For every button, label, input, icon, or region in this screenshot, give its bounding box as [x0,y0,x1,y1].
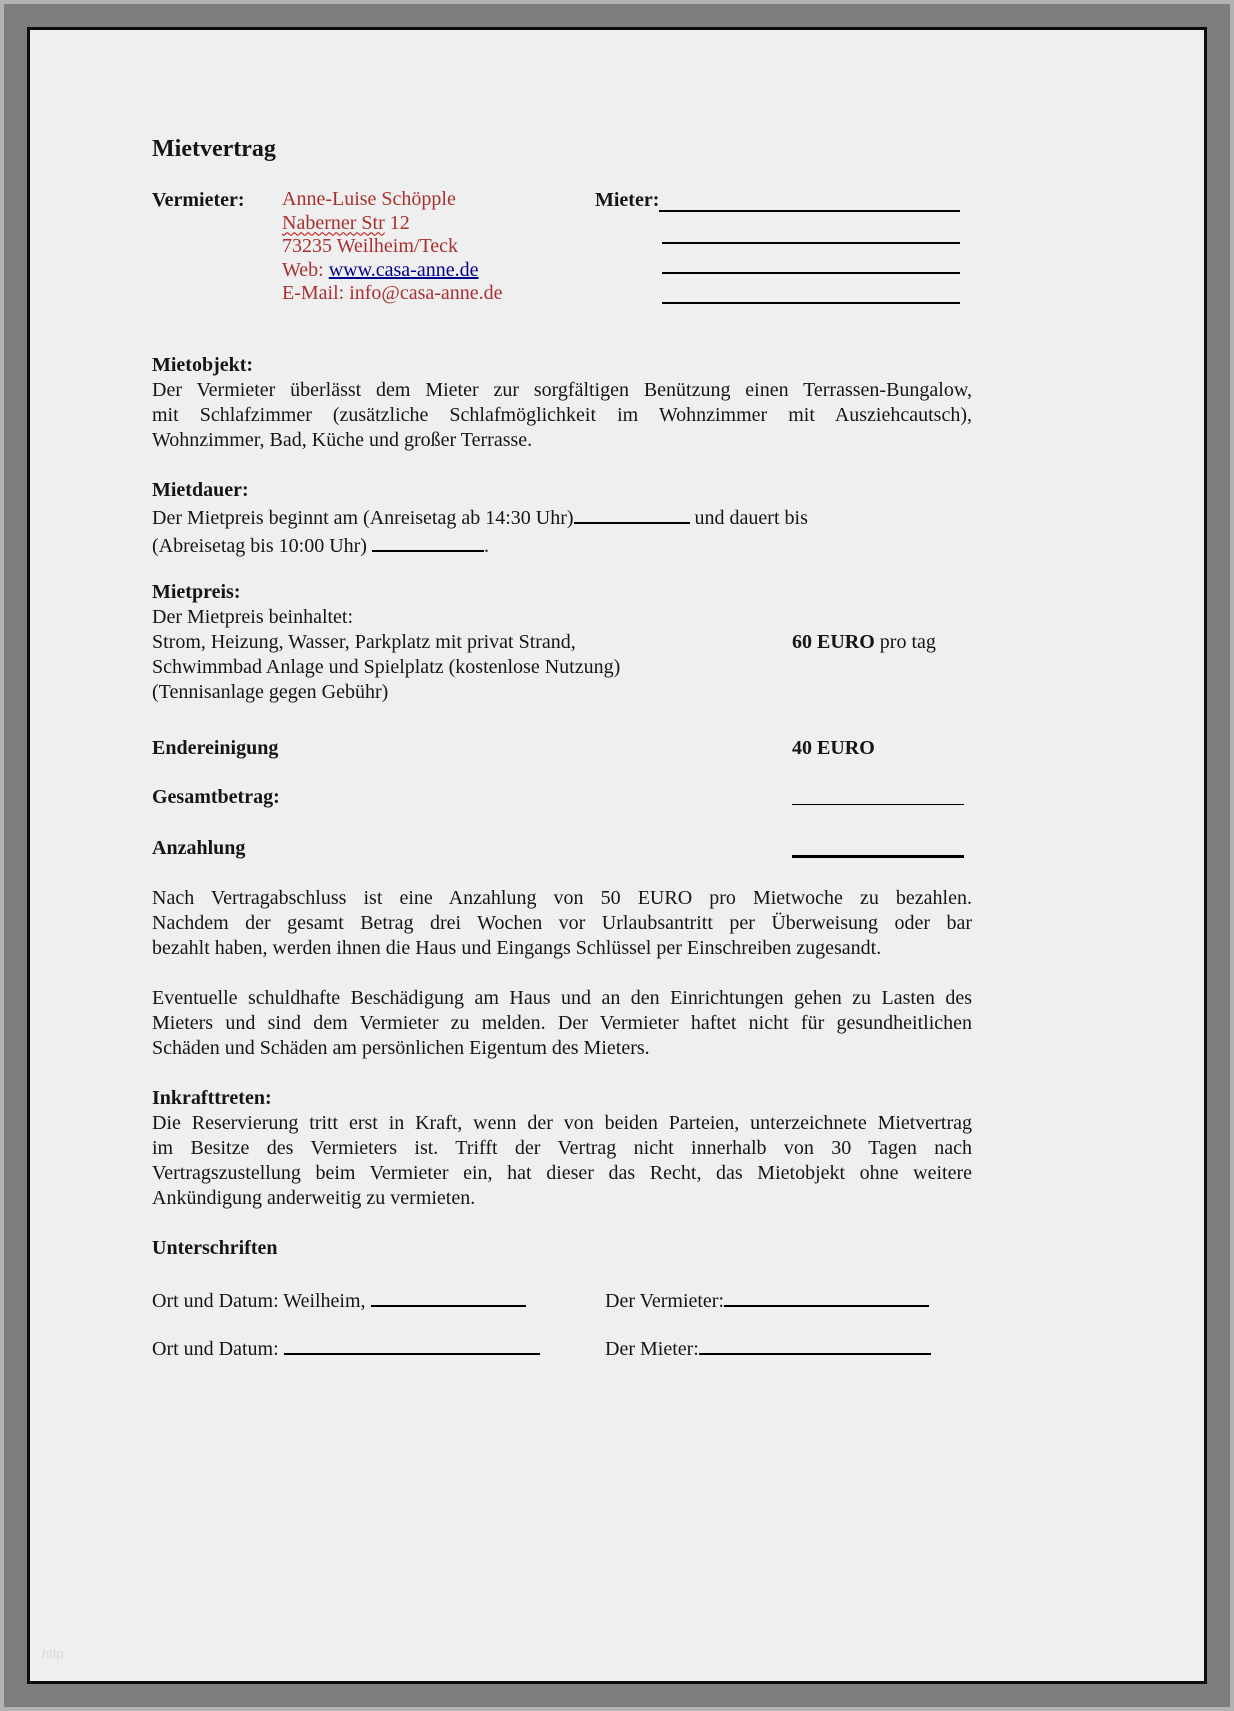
contract-content [152,30,972,1360]
price-per-day-value: 60 EURO [792,631,875,653]
ort-datum-vermieter-label: Ort und Datum: Weilheim, [152,1290,366,1312]
mietdauer-text: (Abreisetag bis 10:00 Uhr) [152,535,367,557]
vermieter-label: Vermieter: [152,189,245,211]
email-label: E-Mail: [282,282,345,304]
section-inkrafttreten [152,1086,972,1211]
price-per-day-unit: pro tag [879,631,936,653]
anreisetag-blank [574,503,690,524]
mietobjekt-heading: Mietobjekt: [152,354,254,376]
mietpreis-item3: (Tennisanlage gegen Gebühr) [152,681,389,703]
vermieter-street [282,212,595,236]
signature-row-2 [152,1334,972,1360]
parties-block [152,188,972,308]
web-label: Web: [282,258,324,281]
mieter-signature-blank [699,1334,931,1355]
mieter-block [595,188,972,308]
mieter-blank-line [662,244,960,274]
mietdauer-line2 [152,531,972,559]
mietdauer-text: und dauert bis [694,507,808,529]
page-title: Mietvertrag [152,136,276,162]
damage-terms-text: Eventuelle schuldhafte Beschädigung am Haus und an den Einrichtungen gehen zu Lasten des [152,987,972,1009]
website-link[interactable]: www.casa-anne.de [328,258,479,281]
inkrafttreten-text: Vertragszustellung beim Vermieter ein, hat dieser das Recht, das Mietobjekt ohne weitere [152,1162,972,1184]
mietobjekt-text: Der Vermieter überlässt dem Mieter zur sorgfältigen Benützung einen Terrassen-Bungalow, [152,379,972,401]
mieter-blank-line [662,274,960,304]
anzahlung-blank [792,836,964,858]
vermieter-web-line [282,259,595,283]
gesamtbetrag-label: Gesamtbetrag: [152,786,280,808]
unterschriften-heading: Unterschriften [152,1237,278,1259]
mietpreis-item1: Strom, Heizung, Wasser, Parkplatz mit privat Strand, [152,631,576,653]
signature-row-1 [152,1286,972,1312]
contract-page [27,27,1207,1684]
section-mietobjekt [152,353,972,453]
vermieter-city: 73235 Weilheim/Teck [282,235,459,257]
payment-terms-text: Nachdem der gesamt Betrag drei Wochen vor Urlaubsantritt per Überweisung oder bar [152,912,972,934]
mieter-blank-line [662,214,960,244]
inkrafttreten-heading: Inkrafttreten: [152,1087,272,1109]
payment-terms-paragraph [152,886,972,961]
payment-terms-text: bezahlt haben, werden ihnen die Haus und Eingangs Schlüssel per Einschreiben zugesandt. [152,937,882,959]
ort-datum-mieter-label: Ort und Datum: [152,1338,279,1360]
mietpreis-item1-row [152,630,972,655]
damage-terms-paragraph [152,986,972,1061]
vermieter-signature-blank [724,1286,929,1307]
mieter-name-blank [659,188,960,212]
vermieter-street-name: Naberner Str [282,211,385,234]
inkrafttreten-text: im Besitze des Vermieters ist. Trifft der Vertrag nicht innerhalb von 30 Tagen nach [152,1137,972,1159]
gesamtbetrag-row [152,785,972,810]
damage-terms-text: Schäden und Schäden am persönlichen Eigentum des Mieters. [152,1037,650,1059]
mieter-signature-label: Der Mieter: [605,1338,699,1360]
mietdauer-line1 [152,503,972,531]
ort-datum-vermieter-blank [371,1286,526,1307]
inkrafttreten-text: Die Reservierung tritt erst in Kraft, wenn der von beiden Parteien, unterzeichnete Mietvertrag [152,1112,972,1134]
section-mietdauer [152,478,972,559]
anzahlung-label: Anzahlung [152,837,246,859]
gesamtbetrag-blank [792,785,964,805]
vermieter-address [282,188,595,308]
ort-datum-mieter-blank [284,1334,540,1355]
mietdauer-text: Der Mietpreis beginnt am (Anreisetag ab 14:30 Uhr) [152,507,574,529]
vermieter-name: Anne-Luise Schöpple [282,188,456,210]
mieter-label: Mieter: [595,189,660,211]
watermark-text: http [42,1646,64,1661]
endereinigung-price: 40 EURO [792,737,875,759]
vermieter-signature-label: Der Vermieter: [605,1290,725,1312]
payment-terms-text: Nach Vertragabschluss ist eine Anzahlung von 50 EURO pro Mietwoche zu bezahlen. [152,887,972,909]
mietpreis-item2: Schwimmbad Anlage und Spielplatz (kostenlose Nutzung) [152,656,621,678]
mietpreis-heading: Mietpreis: [152,581,241,603]
anzahlung-row [152,836,972,861]
mietdauer-heading: Mietdauer: [152,479,249,501]
vermieter-street-number: 12 [389,211,410,234]
mietobjekt-text: mit Schlafzimmer (zusätzliche Schlafmöglichkeit im Wohnzimmer mit Ausziehcautsch), [152,404,972,426]
damage-terms-text: Mieters und sind dem Vermieter zu melden. Der Vermieter haftet nicht für gesundheitlichen [152,1012,972,1034]
endereinigung-label: Endereinigung [152,737,279,759]
mietobjekt-text: Wohnzimmer, Bad, Küche und großer Terrasse. [152,429,533,451]
vermieter-email-line [282,282,595,306]
mietdauer-text: . [483,535,489,557]
inkrafttreten-text: Ankündigung anderweitig zu vermieten. [152,1187,476,1209]
email-address: info@casa-anne.de [349,282,503,304]
endereinigung-row [152,736,972,761]
mietpreis-intro: Der Mietpreis beinhaltet: [152,606,354,628]
section-mietpreis [152,580,972,705]
abreisetag-blank [372,531,484,552]
